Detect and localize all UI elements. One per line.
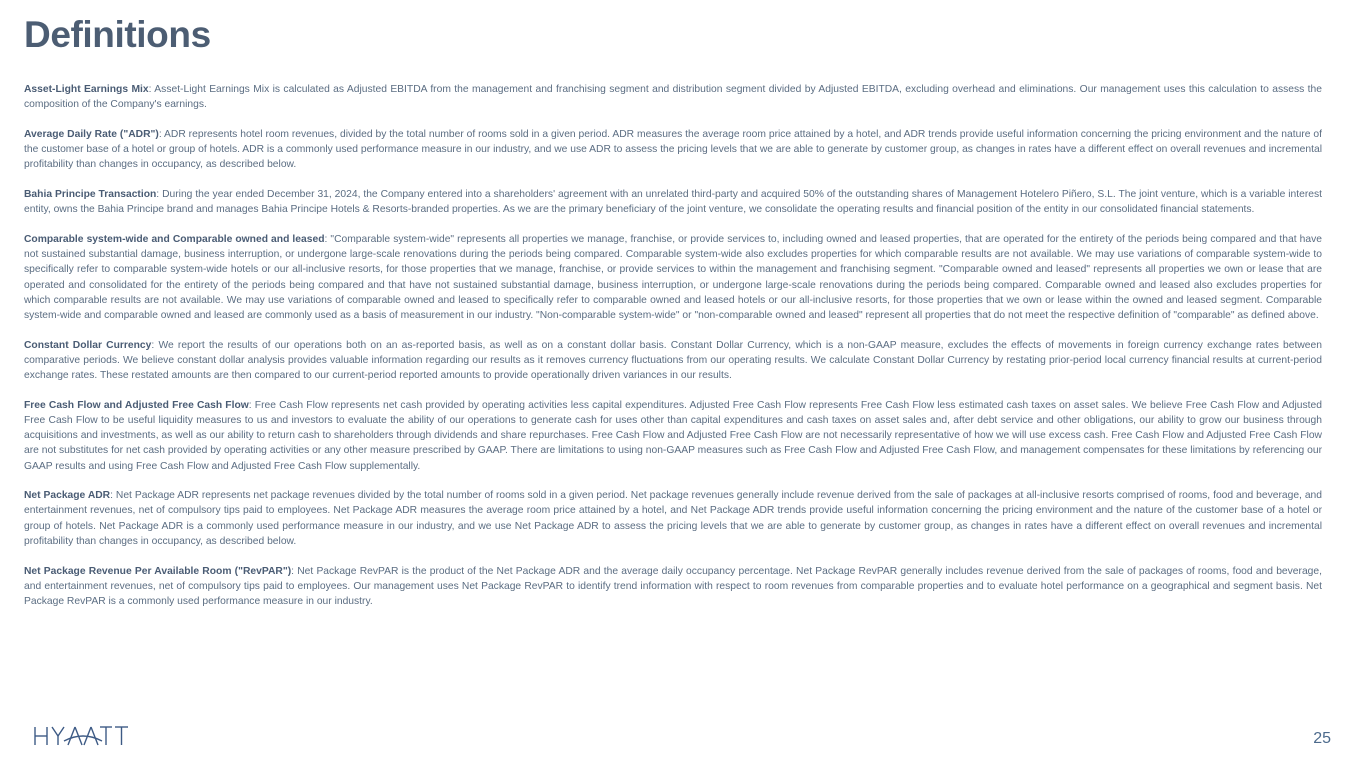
definition-text: : Net Package ADR represents net package revenues divided by the total number of rooms sold in a given period. Net package revenues generally include revenue derived from the sale of packages at all-inclusive resorts comprised of rooms, food and beverage, and entertainment revenues, net of compulsory tips paid to employees. Net Package ADR measures the average room price attained by a hotel, and Net Package ADR trends provide useful information concerning the pricing environment and the nature of the customer base of a hotel or group of hotels. Net Package ADR is a commonly used performance measure in our industry, and we use Net Package ADR to assess the pricing levels that we are able to generate by customer group, as changes in rates have a different effect on overall revenues and incremental profitability than changes in occupancy, as described below. [24,490,1322,547]
definition-term: Average Daily Rate ("ADR") [24,128,159,140]
definition-term: Comparable system-wide and Comparable owned and leased [24,233,325,245]
definition-text: : ADR represents hotel room revenues, divided by the total number of rooms sold in a given period. ADR measures the average room price attained by a hotel, and ADR trends provide useful information concerning the pricing environment and the nature of the customer base of a hotel or group of hotels. ADR is a commonly used performance measure in our industry, and we use ADR to assess the pricing levels that we are able to generate by customer group, as changes in rates have a different effect on overall revenues and incremental profitability than changes in occupancy, as described below. [24,128,1322,171]
definition-text: : "Comparable system-wide" represents all properties we manage, franchise, or provide services to, including owned and leased properties, that are operated for the entirety of the periods being compared and that have not sustained substantial damage, business interruption, or undergone large-scale renovations during the periods being compared. Comparable system-wide also excludes properties for which comparable results are not available. We may use variations of comparable system-wide to specifically refer to comparable system-wide hotels or our all-inclusive resorts, for those properties that we manage, franchise, or provide services to within the management and franchising segment. "Comparable owned and leased" represents all properties we own or lease that are operated and consolidated for the entirety of the periods being compared and that have not sustained substantial damage, business interruption, or undergone large-scale renovations during the periods being compared. Comparable owned and leased also excludes properties for which comparable results are not available. We may use variations of comparable owned and leased to specifically refer to comparable owned and leased hotels or our all-inclusive resorts, for those properties that we own or lease within the owned and leased segment. Comparable system-wide and comparable owned and leased are commonly used as a basis of measurement in our industry. "Non-comparable system-wide" or "non-comparable owned and leased" represent all properties that do not meet the respective definition of "comparable" as defined above. [24,233,1322,321]
definition-item [24,232,1322,323]
definition-term: Asset-Light Earnings Mix [24,84,149,95]
definition-item [24,338,1322,384]
definition-text: : During the year ended December 31, 2024, the Company entered into a shareholders' agreement with an unrelated third-party and acquired 50% of the outstanding shares of Management Hotelero Piñero, S.L. The joint venture, which is a variable interest entity, owns the Bahia Principe brand and manages Bahia Principe Hotels & Resorts-branded properties. As we are the primary beneficiary of the joint venture, we consolidate the operating results and financial position of the entity in our consolidated financial statements. [24,189,1322,216]
definition-text: : Net Package RevPAR is the product of the Net Package ADR and the average daily occupancy percentage. Net Package RevPAR generally includes revenue derived from the sale of packages of rooms, food and beverage, and entertainment revenues, net of compulsory tips paid to employees. Our management uses Net Package RevPAR to identify trend information with respect to room revenues from comparable properties and to evaluate hotel performance on a geographical and segment basis. Net Package RevPAR is a commonly used performance measure in our industry. [24,565,1322,607]
definition-term: Free Cash Flow and Adjusted Free Cash Flow [24,399,249,411]
definition-term: Bahia Principe Transaction [24,189,157,201]
definition-item [24,187,1322,217]
definition-item [24,398,1322,474]
definition-item [24,82,1322,112]
definition-term: Net Package Revenue Per Available Room ("RevPAR") [24,565,292,577]
definition-item [24,488,1322,549]
page-number: 25 [1313,730,1331,747]
definition-text: : Free Cash Flow represents net cash provided by operating activities less capital expenditures. Adjusted Free Cash Flow represents Free Cash Flow less estimated cash taxes on asset sales. We believe Free Cash Flow and Adjusted Free Cash Flow to be useful liquidity measures to us and investors to evaluate the ability of our operations to generate cash for uses other than capital expenditures and cash taxes on asset sales and, after debt service and other obligations, our ability to grow our business through acquisitions and investments, as well as our ability to return cash to shareholders through dividends and share repurchases. Free Cash Flow and Adjusted Free Cash Flow are not necessarily representative of how we will use excess cash. Free Cash Flow and Adjusted Free Cash Flow are not substitutes for net cash provided by operating activities or any other measure prescribed by GAAP. There are limitations to using non-GAAP measures such as Free Cash Flow and Adjusted Free Cash Flow, and management compensates for these limitations by referencing our GAAP results and using Free Cash Flow and Adjusted Free Cash Flow supplementally. [24,399,1322,472]
hyatt-logo [34,723,130,751]
definition-item [24,564,1322,610]
definition-text: : Asset-Light Earnings Mix is calculated as Adjusted EBITDA from the management and franchising segment and distribution segment divided by Adjusted EBITDA, excluding overhead and eliminations. Our management uses this calculation to assess the composition of the Company's earnings. [24,84,1322,111]
definition-item [24,127,1322,173]
definitions-list [24,82,1322,624]
definition-term: Constant Dollar Currency [24,339,152,351]
definition-term: Net Package ADR [24,490,111,502]
definition-text: : We report the results of our operations both on an as-reported basis, as well as on a constant dollar basis. Constant Dollar Currency, which is a non-GAAP measure, excludes the effects of movements in foreign currency exchange rates between comparative periods. We believe constant dollar analysis provides valuable information regarding our results as it removes currency fluctuations from our operating results. We calculate Constant Dollar Currency by restating prior-period local currency financial results at current-period exchange rates. These restated amounts are then compared to our current-period reported amounts to provide operationally driven variances in our results. [24,339,1322,382]
page-title: Definitions [24,14,211,55]
